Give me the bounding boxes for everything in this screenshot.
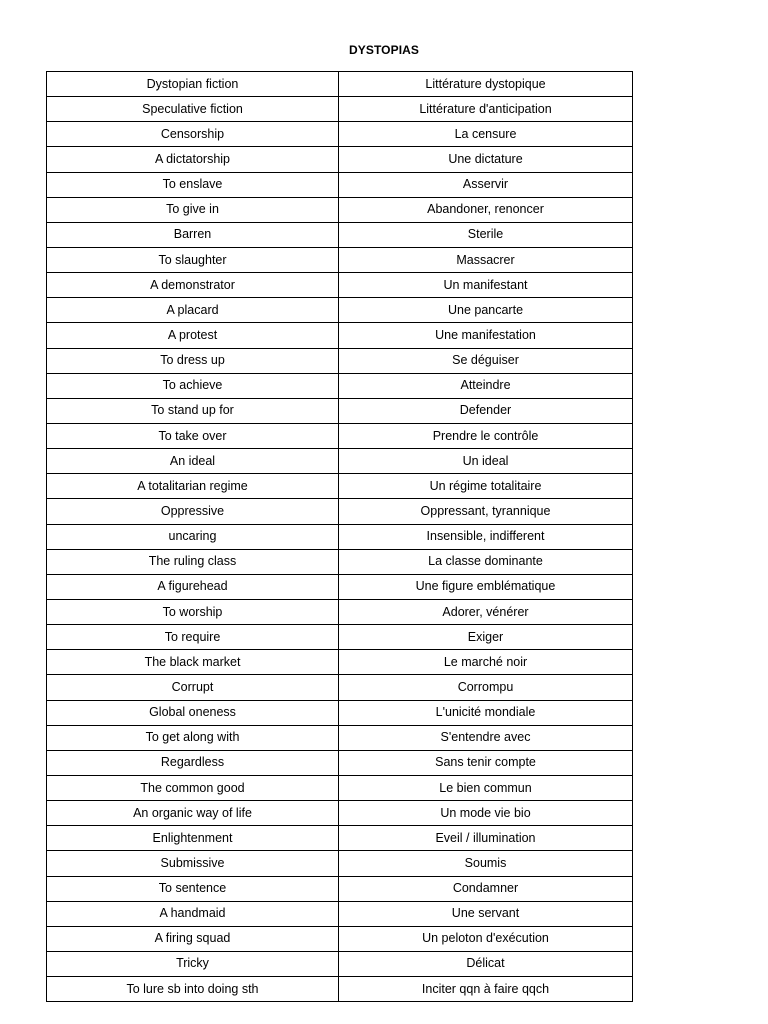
table-row [47, 122, 633, 147]
table-row [47, 172, 633, 197]
table-row [47, 72, 633, 97]
table-row [47, 574, 633, 599]
french-term-cell: Se déguiser [339, 348, 633, 373]
vocabulary-table [46, 71, 633, 1002]
french-term-cell: Adorer, vénérer [339, 599, 633, 624]
table-row [47, 449, 633, 474]
english-term-cell: To achieve [47, 373, 339, 398]
table-row [47, 474, 633, 499]
french-term-cell: Prendre le contrôle [339, 423, 633, 448]
english-term-cell: The black market [47, 650, 339, 675]
english-term-cell: To slaughter [47, 247, 339, 272]
french-term-cell: La censure [339, 122, 633, 147]
french-term-cell: Asservir [339, 172, 633, 197]
english-term-cell: Speculative fiction [47, 97, 339, 122]
table-row [47, 298, 633, 323]
french-term-cell: Un manifestant [339, 273, 633, 298]
table-row [47, 951, 633, 976]
french-term-cell: Sans tenir compte [339, 750, 633, 775]
english-term-cell: To require [47, 625, 339, 650]
french-term-cell: Exiger [339, 625, 633, 650]
english-term-cell: An organic way of life [47, 801, 339, 826]
french-term-cell: Une pancarte [339, 298, 633, 323]
english-term-cell: To take over [47, 423, 339, 448]
table-row [47, 222, 633, 247]
english-term-cell: Barren [47, 222, 339, 247]
table-row [47, 625, 633, 650]
table-row [47, 901, 633, 926]
french-term-cell: Condamner [339, 876, 633, 901]
french-term-cell: Defender [339, 398, 633, 423]
english-term-cell: An ideal [47, 449, 339, 474]
english-term-cell: Global oneness [47, 700, 339, 725]
french-term-cell: Corrompu [339, 675, 633, 700]
french-term-cell: Une manifestation [339, 323, 633, 348]
french-term-cell: Un mode vie bio [339, 801, 633, 826]
english-term-cell: Tricky [47, 951, 339, 976]
french-term-cell: Insensible, indifferent [339, 524, 633, 549]
table-row [47, 675, 633, 700]
english-term-cell: To stand up for [47, 398, 339, 423]
french-term-cell: Une figure emblématique [339, 574, 633, 599]
french-term-cell: Un ideal [339, 449, 633, 474]
french-term-cell: Une dictature [339, 147, 633, 172]
french-term-cell: S'entendre avec [339, 725, 633, 750]
table-row [47, 775, 633, 800]
english-term-cell: To get along with [47, 725, 339, 750]
vocabulary-table-body [47, 72, 633, 1002]
table-row [47, 323, 633, 348]
french-term-cell: Un régime totalitaire [339, 474, 633, 499]
french-term-cell: L'unicité mondiale [339, 700, 633, 725]
table-row [47, 247, 633, 272]
english-term-cell: A demonstrator [47, 273, 339, 298]
english-term-cell: To enslave [47, 172, 339, 197]
french-term-cell: Massacrer [339, 247, 633, 272]
english-term-cell: Corrupt [47, 675, 339, 700]
english-term-cell: A figurehead [47, 574, 339, 599]
french-term-cell: Eveil / illumination [339, 826, 633, 851]
table-row [47, 524, 633, 549]
table-row [47, 499, 633, 524]
table-row [47, 826, 633, 851]
table-row [47, 926, 633, 951]
table-row [47, 851, 633, 876]
english-term-cell: To worship [47, 599, 339, 624]
french-term-cell: Sterile [339, 222, 633, 247]
english-term-cell: Censorship [47, 122, 339, 147]
english-term-cell: To sentence [47, 876, 339, 901]
table-row [47, 599, 633, 624]
english-term-cell: Submissive [47, 851, 339, 876]
french-term-cell: Littérature dystopique [339, 72, 633, 97]
table-row [47, 273, 633, 298]
english-term-cell: uncaring [47, 524, 339, 549]
table-row [47, 876, 633, 901]
french-term-cell: Le marché noir [339, 650, 633, 675]
english-term-cell: A placard [47, 298, 339, 323]
english-term-cell: The ruling class [47, 549, 339, 574]
table-row [47, 423, 633, 448]
english-term-cell: A protest [47, 323, 339, 348]
english-term-cell: A firing squad [47, 926, 339, 951]
table-row [47, 801, 633, 826]
table-row [47, 348, 633, 373]
english-term-cell: A handmaid [47, 901, 339, 926]
table-row [47, 725, 633, 750]
english-term-cell: The common good [47, 775, 339, 800]
table-row [47, 750, 633, 775]
english-term-cell: To dress up [47, 348, 339, 373]
english-term-cell: A totalitarian regime [47, 474, 339, 499]
french-term-cell: Abandoner, renoncer [339, 197, 633, 222]
french-term-cell: Soumis [339, 851, 633, 876]
table-row [47, 650, 633, 675]
table-row [47, 197, 633, 222]
french-term-cell: Délicat [339, 951, 633, 976]
table-row [47, 147, 633, 172]
english-term-cell: To lure sb into doing sth [47, 977, 339, 1002]
french-term-cell: Une servant [339, 901, 633, 926]
english-term-cell: Regardless [47, 750, 339, 775]
french-term-cell: Le bien commun [339, 775, 633, 800]
english-term-cell: Dystopian fiction [47, 72, 339, 97]
english-term-cell: A dictatorship [47, 147, 339, 172]
english-term-cell: Oppressive [47, 499, 339, 524]
table-row [47, 398, 633, 423]
french-term-cell: Littérature d'anticipation [339, 97, 633, 122]
french-term-cell: Oppressant, tyrannique [339, 499, 633, 524]
document-title: DYSTOPIAS [348, 43, 420, 57]
french-term-cell: Inciter qqn à faire qqch [339, 977, 633, 1002]
french-term-cell: Un peloton d'exécution [339, 926, 633, 951]
french-term-cell: La classe dominante [339, 549, 633, 574]
french-term-cell: Atteindre [339, 373, 633, 398]
table-row [47, 97, 633, 122]
table-row [47, 549, 633, 574]
english-term-cell: Enlightenment [47, 826, 339, 851]
table-row [47, 977, 633, 1002]
table-row [47, 373, 633, 398]
english-term-cell: To give in [47, 197, 339, 222]
table-row [47, 700, 633, 725]
